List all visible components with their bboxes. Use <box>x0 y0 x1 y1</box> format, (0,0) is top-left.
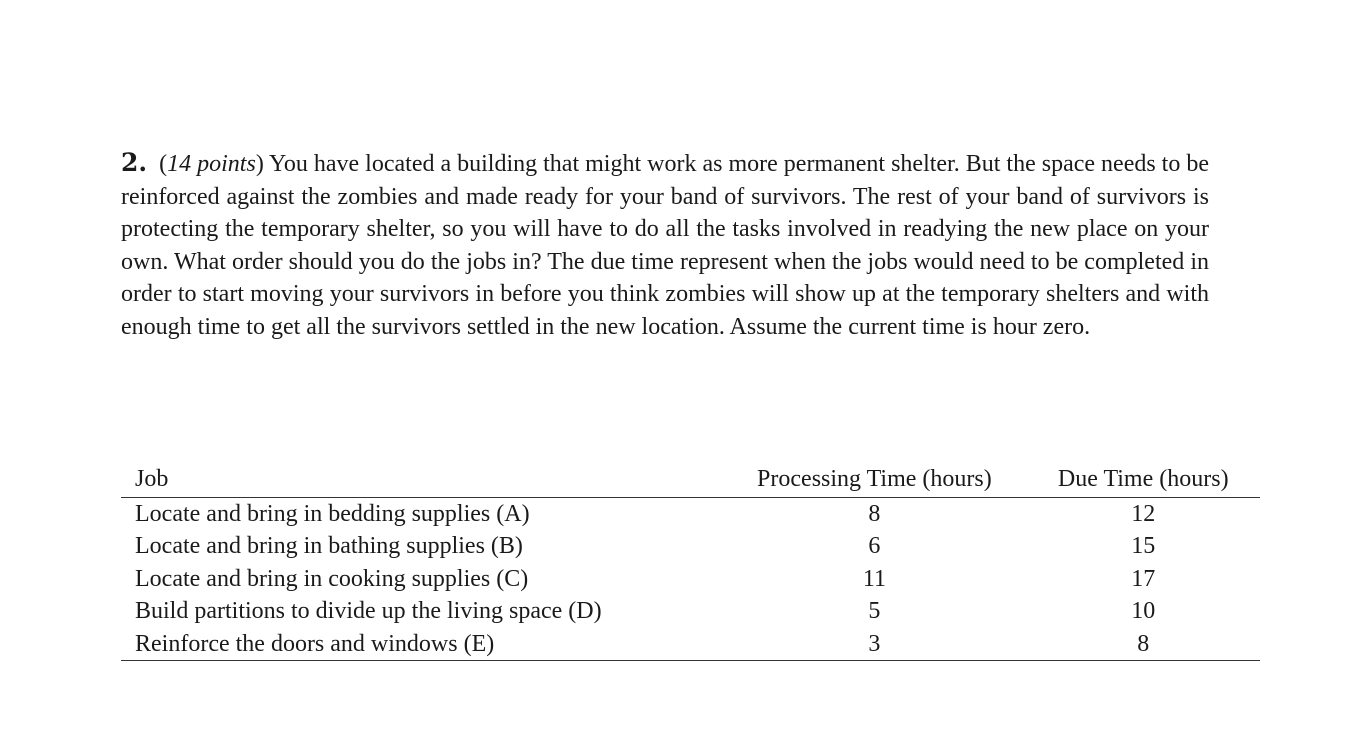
points-close-paren: ) <box>255 151 264 177</box>
job-name: Build partitions to divide up the living space (D) <box>135 598 602 625</box>
processing-time: 11 <box>862 565 886 592</box>
table-header-row <box>121 461 1260 498</box>
problem-number: 2. <box>121 148 148 177</box>
points-open-paren: ( <box>153 151 168 177</box>
due-time: 17 <box>1131 565 1156 592</box>
due-time: 12 <box>1131 501 1156 527</box>
table-row <box>121 563 1260 595</box>
due-time: 8 <box>1137 630 1150 657</box>
table-row <box>121 595 1260 627</box>
processing-time: 6 <box>868 533 881 560</box>
header-job: Job <box>135 466 169 492</box>
processing-time: 5 <box>868 598 881 625</box>
table-row <box>121 628 1260 661</box>
header-processing-time: Processing Time (hours) <box>757 466 992 492</box>
job-name: Locate and bring in bathing supplies (B) <box>135 533 523 560</box>
job-name: Locate and bring in bedding supplies (A) <box>135 501 530 527</box>
jobs-table-container <box>121 461 1260 661</box>
due-time: 15 <box>1131 533 1156 560</box>
processing-time: 8 <box>868 501 881 527</box>
job-name: Locate and bring in cooking supplies (C) <box>135 565 529 592</box>
problem-points: 14 points <box>167 151 256 177</box>
table-row <box>121 498 1260 531</box>
header-due-time: Due Time (hours) <box>1057 466 1229 492</box>
problem-statement <box>121 147 1209 344</box>
jobs-table <box>121 461 1260 661</box>
due-time: 10 <box>1131 598 1156 625</box>
processing-time: 3 <box>868 630 881 657</box>
job-name: Reinforce the doors and windows (E) <box>135 630 495 657</box>
table-row <box>121 530 1260 562</box>
problem-text: You have located a building that might work as more permanent shelter. But the space needs to be reinforced against the zombies and made ready for your band of survivors. The rest of your band of survivors is protecting the temporary shelter, so you will have to do all the tasks involved in readying the new place on your own. What order should you do the jobs in? The due time represent when the jobs would need to be completed in order to start moving your survivors in before you think zombies will show up at the temporary shelters and with enough time to get all the survivors settled in the new location. Assume the current time is hour zero. <box>121 151 1210 340</box>
